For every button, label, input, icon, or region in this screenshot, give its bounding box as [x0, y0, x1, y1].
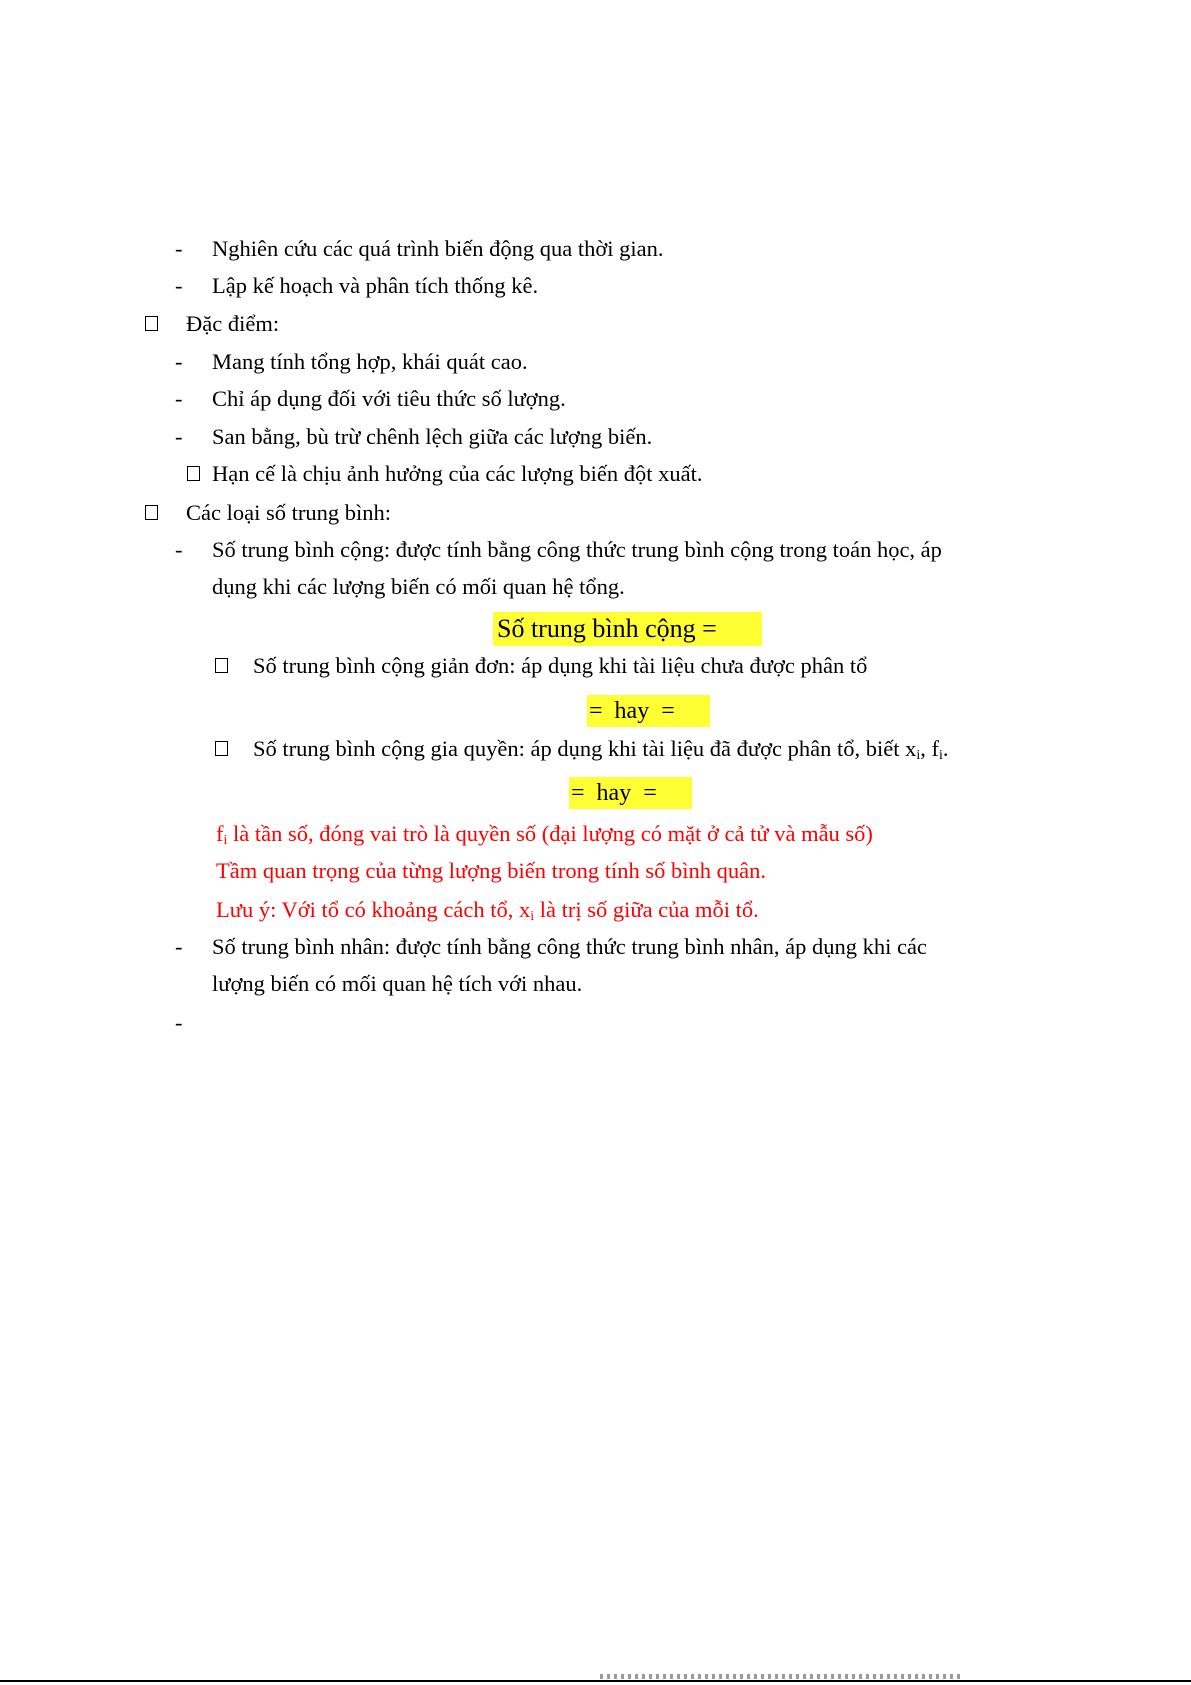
checkbox-square-icon: [187, 466, 200, 481]
text-segment: , f: [920, 736, 939, 761]
text-segment: f: [216, 821, 224, 846]
text-segment: Lưu ý: Với tổ có khoảng cách tổ, x: [216, 897, 531, 922]
text-line: Số trung bình nhân: được tính bằng công thức trung bình nhân, áp dụng khi các: [212, 934, 927, 959]
subscript: i: [223, 833, 228, 848]
checkbox-square-icon: [145, 316, 158, 331]
emphasis-note: Tầm quan trọng của từng lượng biến trong tính số bình quân.: [216, 858, 766, 883]
checkbox-square-icon: [145, 505, 158, 520]
checkbox-square-icon: [215, 741, 228, 756]
subscript: i: [939, 748, 943, 763]
footer-scan-artifact: [600, 1674, 960, 1679]
text-line: lượng biến có mối quan hệ tích với nhau.: [212, 971, 583, 996]
formula-weighted-mean: = hay =: [569, 777, 692, 809]
text-segment: là tần số, đóng vai trò là quyền số (đại lượng có mặt ở cả tử và mẫu số): [227, 821, 873, 846]
text-line: [253, 734, 949, 764]
dash-bullet: -: [175, 273, 183, 298]
emphasis-note: [216, 895, 759, 925]
dash-bullet: -: [175, 349, 183, 374]
checkbox-square-icon: [215, 658, 228, 673]
formula-simple-mean: = hay =: [587, 695, 710, 727]
text-segment: Số trung bình cộng gia quyền: áp dụng khi tài liệu đã được phân tổ, biết x: [253, 736, 917, 761]
dash-bullet: -: [175, 934, 183, 959]
text-line: dụng khi các lượng biến có mối quan hệ tổng.: [212, 574, 625, 599]
emphasis-note: [216, 819, 873, 849]
text-segment: .: [942, 736, 949, 761]
subscript: i: [916, 748, 921, 763]
text-line: Chỉ áp dụng đối với tiêu thức số lượng.: [212, 386, 566, 411]
text-line: Lập kế hoạch và phân tích thống kê.: [212, 273, 539, 298]
dash-bullet: -: [175, 1010, 183, 1035]
dash-bullet: -: [175, 537, 183, 562]
text-line: San bằng, bù trừ chênh lệch giữa các lượng biến.: [212, 424, 653, 449]
text-line: Số trung bình cộng giản đơn: áp dụng khi tài liệu chưa được phân tổ: [253, 653, 868, 678]
subscript: i: [530, 909, 535, 924]
dash-bullet: -: [175, 424, 183, 449]
section-heading: Đặc điểm:: [186, 311, 280, 336]
text-line: Mang tính tổng hợp, khái quát cao.: [212, 349, 528, 374]
section-heading: Các loại số trung bình:: [186, 500, 391, 525]
text-line: Hạn cế là chịu ảnh hưởng của các lượng biến đột xuất.: [212, 461, 703, 486]
page-bottom-rule: [0, 1680, 1191, 1682]
dash-bullet: -: [175, 386, 183, 411]
dash-bullet: -: [175, 236, 183, 261]
formula-mean-highlight: Số trung bình cộng =: [493, 612, 762, 646]
text-segment: là trị số giữa của mỗi tổ.: [534, 897, 759, 922]
text-line: Nghiên cứu các quá trình biến động qua thời gian.: [212, 236, 664, 261]
text-line: Số trung bình cộng: được tính bằng công thức trung bình cộng trong toán học, áp: [212, 537, 942, 562]
